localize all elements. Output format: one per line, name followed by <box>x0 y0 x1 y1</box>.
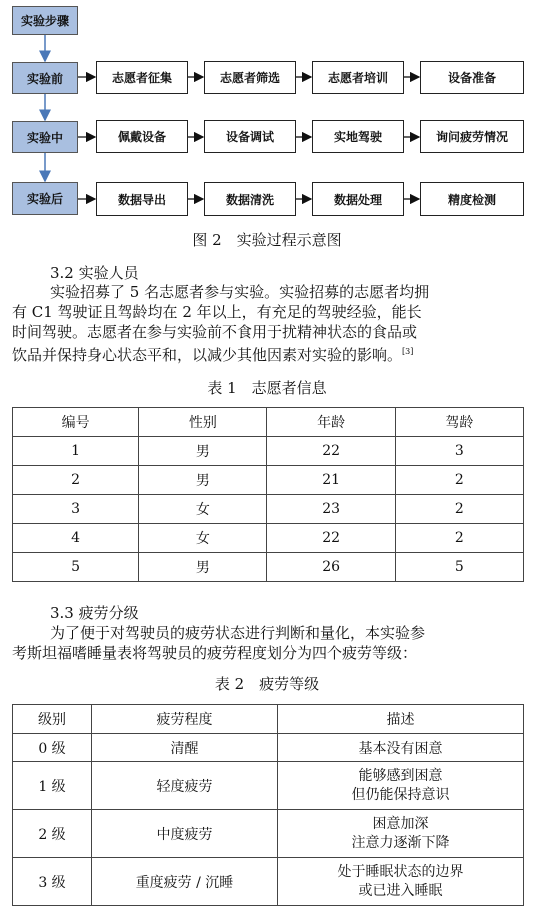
flow-stage-before: 实验前 <box>12 62 78 94</box>
para-line-text: 饮品并保持身心状态平和，以减少其他因素对实验的影响。 <box>12 346 403 364</box>
table-cell: 5 <box>13 553 139 582</box>
para-line: 有 C1 驾驶证且驾龄均在 2 年以上，有充足的驾驶经验，能长 <box>12 303 422 321</box>
table-cell: 2 <box>395 524 523 553</box>
flow-step-after-4: 精度检测 <box>420 182 524 216</box>
table-row <box>13 858 524 906</box>
table-cell: 3 <box>13 495 139 524</box>
table-cell: 22 <box>267 524 395 553</box>
table-cell: 男 <box>139 553 267 582</box>
table-cell: 3 <box>395 437 523 466</box>
flow-step-before-2: 志愿者筛选 <box>204 61 296 94</box>
flow-step-before-4: 设备准备 <box>420 61 524 94</box>
table-cell <box>278 762 524 810</box>
table-cell: 1 级 <box>13 762 92 810</box>
table-cell: 23 <box>267 495 395 524</box>
table-cell: 男 <box>139 437 267 466</box>
table-cell: 5 <box>395 553 523 582</box>
section-3-3-paragraph <box>12 623 524 663</box>
table-cell: 中度疲劳 <box>92 810 278 858</box>
table-cell: 2 <box>395 466 523 495</box>
table-cell: 2 <box>13 466 139 495</box>
table-row <box>13 524 524 553</box>
flow-step-during-1: 佩戴设备 <box>96 120 188 153</box>
table-row <box>13 466 524 495</box>
table-cell: 基本没有困意 <box>278 734 524 762</box>
table-cell: 轻度疲劳 <box>92 762 278 810</box>
table-row <box>13 437 524 466</box>
table-cell: 21 <box>267 466 395 495</box>
flow-step-before-3: 志愿者培训 <box>312 61 404 94</box>
section-heading-3-3: 3.3 疲劳分级 <box>50 604 139 622</box>
flow-step-during-2: 设备调试 <box>204 120 296 153</box>
section-heading-3-2: 3.2 实验人员 <box>50 264 139 282</box>
table-header-cell: 级别 <box>13 705 92 734</box>
table2-caption: 表 2 疲劳等级 <box>214 675 320 693</box>
table-cell: 3 级 <box>13 858 92 906</box>
description-line: 或已进入睡眠 <box>358 882 443 899</box>
flow-step-after-3: 数据处理 <box>312 182 404 216</box>
table-row <box>13 734 524 762</box>
para-line: 实验招募了 5 名志愿者参与实验。实验招募的志愿者均拥 <box>50 283 430 301</box>
flow-stage-after: 实验后 <box>12 182 78 215</box>
table-cell: 22 <box>267 437 395 466</box>
flow-step-after-1: 数据导出 <box>96 182 188 216</box>
table-cell: 0 级 <box>13 734 92 762</box>
table-header-cell: 描述 <box>278 705 524 734</box>
table-cell: 26 <box>267 553 395 582</box>
table-cell: 1 <box>13 437 139 466</box>
flow-start-box: 实验步骤 <box>12 6 78 35</box>
table-row <box>13 553 524 582</box>
table-header-cell: 编号 <box>13 408 139 437</box>
para-line <box>12 342 524 365</box>
figure-caption: 图 2 实验过程示意图 <box>192 231 342 249</box>
flow-step-after-2: 数据清洗 <box>204 182 296 216</box>
para-line: 时间驾驶。志愿者在参与实验前不食用于扰精神状态的食品或 <box>12 323 418 341</box>
fatigue-level-table <box>12 704 524 906</box>
para-line: 为了便于对驾驶员的疲劳状态进行判断和量化，本实验参 <box>50 624 426 642</box>
volunteer-table <box>12 407 524 582</box>
table-cell: 2 <box>395 495 523 524</box>
para-line: 考斯坦福嗜睡量表将驾驶员的疲劳程度划分为四个疲劳等级： <box>12 644 418 662</box>
table1-caption: 表 1 志愿者信息 <box>207 379 327 397</box>
table-header-cell: 驾龄 <box>395 408 523 437</box>
citation: [3] <box>402 347 414 356</box>
table-cell <box>278 858 524 906</box>
flow-step-before-1: 志愿者征集 <box>96 61 188 94</box>
description-line: 但仍能保持意识 <box>351 786 450 803</box>
table-cell: 4 <box>13 524 139 553</box>
table-row <box>13 762 524 810</box>
table-cell: 男 <box>139 466 267 495</box>
table-row <box>13 810 524 858</box>
flow-stage-during: 实验中 <box>12 121 78 153</box>
description-line: 注意力逐渐下降 <box>351 834 450 851</box>
description-line: 处于睡眠状态的边界 <box>337 863 464 880</box>
table-cell: 女 <box>139 524 267 553</box>
description-line: 能够感到困意 <box>358 767 443 784</box>
table-cell: 清醒 <box>92 734 278 762</box>
description-line: 困意加深 <box>372 815 429 832</box>
table-header-row <box>13 408 524 437</box>
table-row <box>13 495 524 524</box>
table-cell: 女 <box>139 495 267 524</box>
table-header-row <box>13 705 524 734</box>
table-header-cell: 性别 <box>139 408 267 437</box>
table-cell: 2 级 <box>13 810 92 858</box>
table-cell: 重度疲劳 / 沉睡 <box>92 858 278 906</box>
table-header-cell: 疲劳程度 <box>92 705 278 734</box>
table-cell <box>278 810 524 858</box>
flow-step-during-3: 实地驾驶 <box>312 120 404 153</box>
section-3-2-paragraph <box>12 282 524 365</box>
table-header-cell: 年龄 <box>267 408 395 437</box>
flow-step-during-4: 询问疲劳情况 <box>420 120 524 153</box>
